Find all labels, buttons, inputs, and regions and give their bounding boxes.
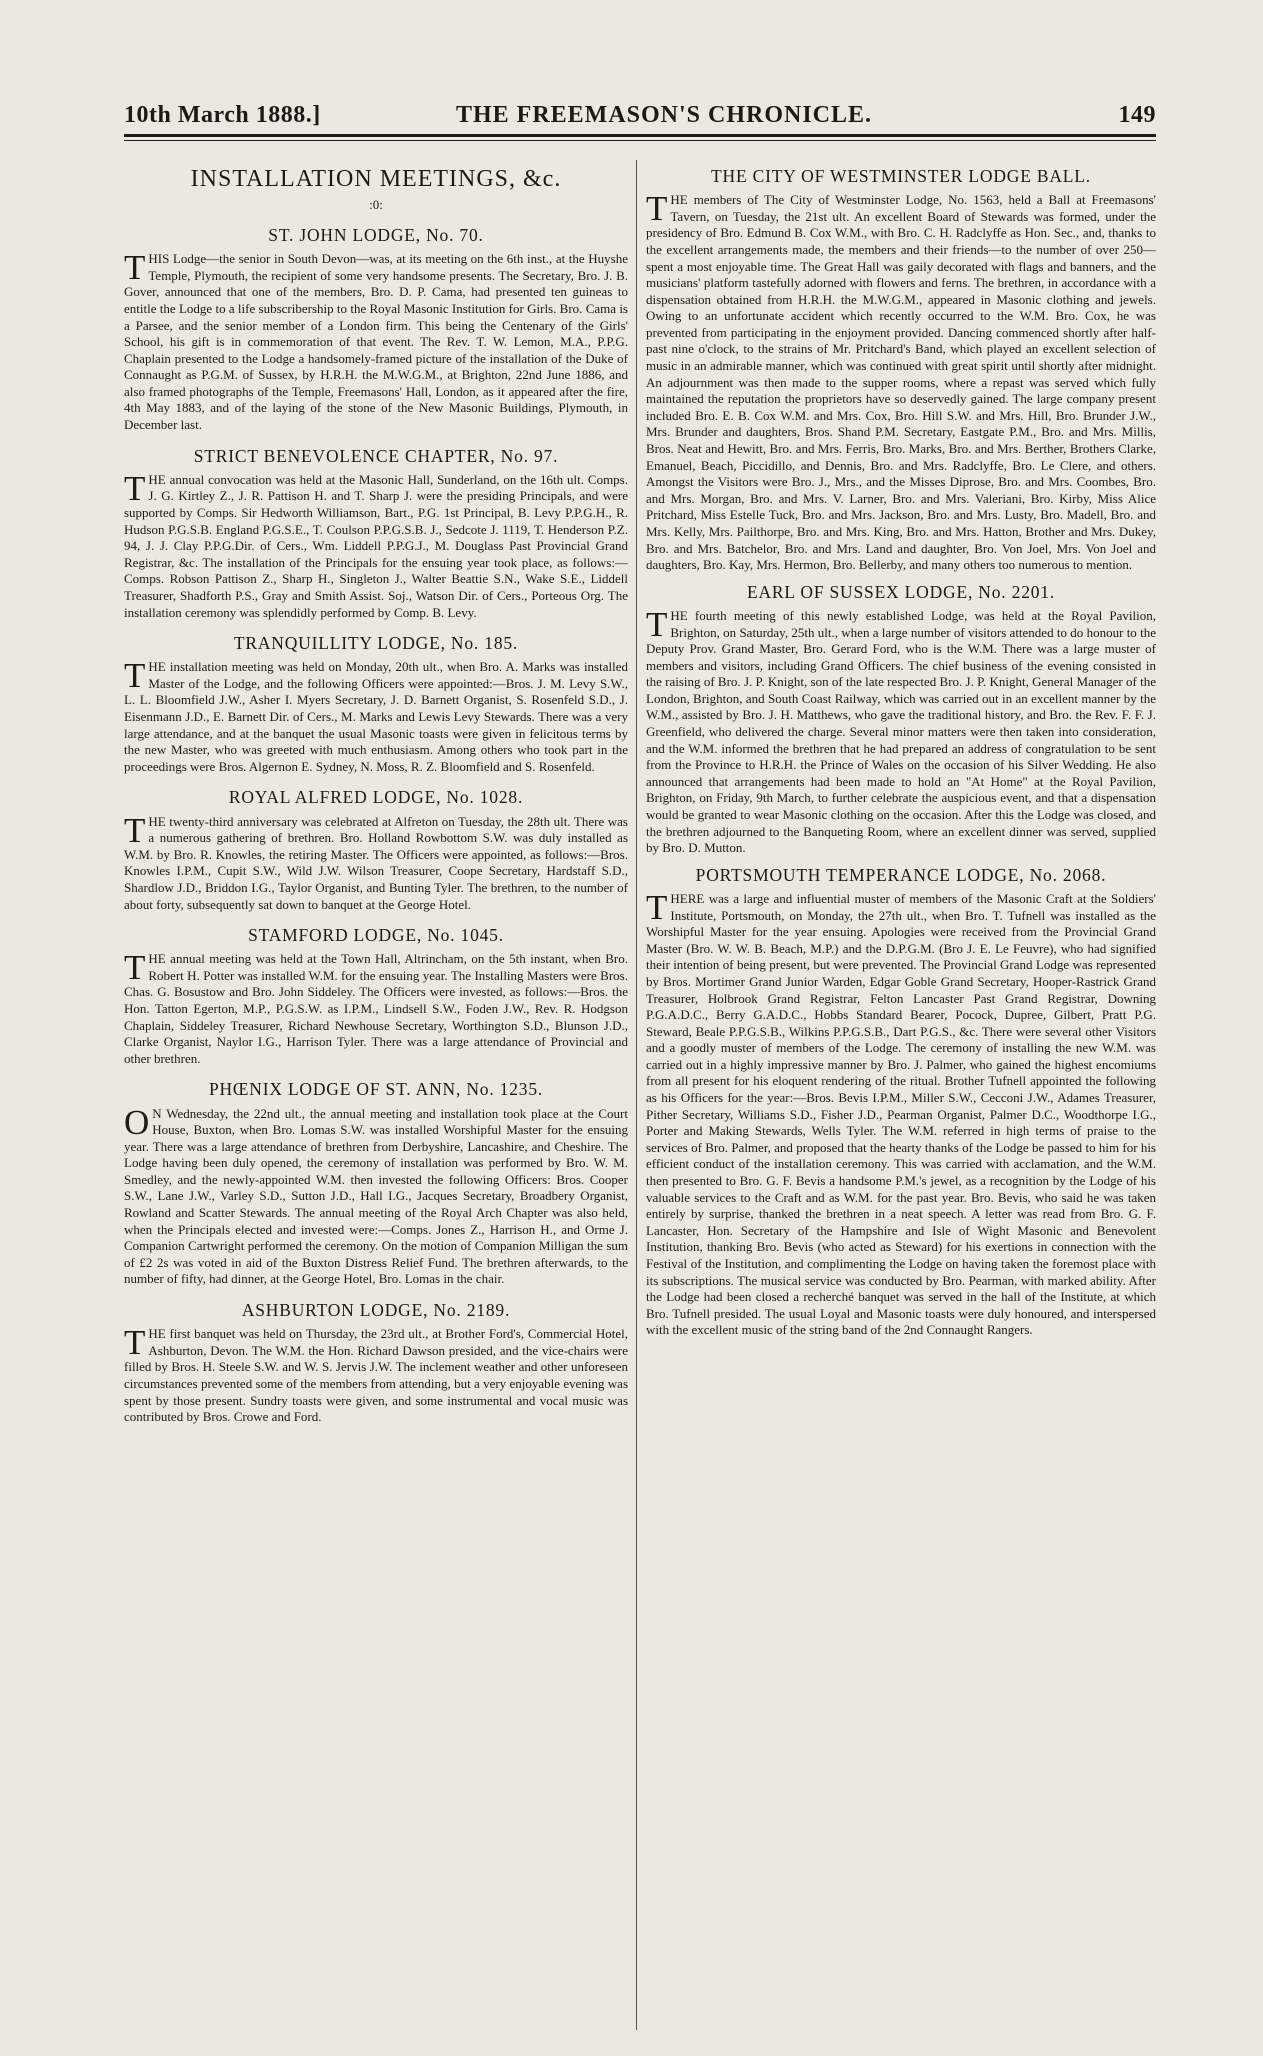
publication-title: THE FREEMASON'S CHRONICLE. xyxy=(455,102,873,128)
left-column xyxy=(124,158,628,2038)
article-body: THE fourth meeting of this newly established Lodge, was held at the Royal Pavilion, Brighton, on Saturday, 25th ult., when a large number of visitors attended to do honour to the Deputy Prov. Grand Master, Bro. Gerard Ford, who is the W.M. There was a large muster of members and visitors, including Grand Officers. The chief business of the evening consisted in the raising of Bro. J. P. Knight, son of the late respected Bro. J. P. Knight, General Manager of the London, Brighton, and South Coast Railway, which was carried out in an excellent manner by the W.M., assisted by Bro. J. H. Matthews, who gave the traditional history, and Bro. the Rev. F. F. J. Greenfield, who delivered the charge. Several minor matters were then taken into consideration, and the W.M. informed the brethren that he had prepared an address of congratulation to be sent from the Province to H.R.H. the Prince of Wales on the occasion of his Silver Wedding. He also announced that arrangements had been made to hold an "At Home" at the Royal Pavilion, Brighton, on Friday, 9th March, to further celebrate the auspicious event, and that a dispensation would be granted to wear Masonic clothing on the occasion. After this the Lodge was closed, and the brethren adjourned to the Banqueting Room, where an excellent dinner was served, supplied by Bro. D. Mutton. xyxy=(646,604,1156,856)
article-st-john-lodge xyxy=(124,225,628,434)
article-body: THE annual convocation was held at the Masonic Hall, Sunderland, on the 16th ult. Comps. J. G. Kirtley Z., J. R. Pattison H. and T. Sharp J. were the presiding Principals, and were supported by Comps. Sir Hedworth Williamson, Bart., P.G. 1st Principal, B. Levy P.P.G.H., R. Hudson P.G.S.B. England P.G.S.E., T. Coulson P.P.G.S.B. J., Sedcote J. 1119, T. Henderson P.Z. 94, J. J. Clay P.P.G.Dir. of Cers., Wm. Liddell P.P.G.J., M. Douglass Past Provincial Grand Registrar, &c. The installation of the Principals for the ensuing year took place, as follows:—Comps. Robson Pattison Z., Sharp H., Singleton J., Walter Beattie S.N., Wake S.E., Liddell Treasurer, Shadforth P.S., Gray and Smith Assist. Soj., Watson Dir. of Cers., Porteous Org. The installation ceremony was splendidly performed by Comp. B. Levy. xyxy=(124,468,628,620)
article-heading: TRANQUILLITY LODGE, No. 185. xyxy=(233,633,519,654)
article-body: THIS Lodge—the senior in South Devon—was, at its meeting on the 6th inst., at the Huyshe Temple, Plymouth, the recipient of some very handsome presents. The Secretary, Bro. J. B. Gover, announced that one of the members, Bro. D. P. Cama, had presented ten guineas to entitle the Lodge to a life subscribership to the Royal Masonic Institution for Girls. Bro. Cama is a Parsee, and the senior member of a London firm. This being the Centenary of the Girls' School, his gift is in commemoration of that event. The Rev. T. W. Lemon, M.A., P.P.G. Chaplain presented to the Lodge a handsomely-framed picture of the installation of the Duke of Connaught as P.G.M. of Sussex, by H.R.H. the M.W.G.M., at Brighton, 22nd June 1886, and also framed photographs of the Temple, Freemasons' Hall, London, as it appeared after the fire, 4th May 1883, and of the laying of the stone of the New Masonic Buildings, Plymouth, in December last. xyxy=(124,248,628,433)
masthead-rule-thick xyxy=(124,134,1156,137)
column-divider xyxy=(636,160,637,2030)
article-tranquillity-lodge xyxy=(124,633,628,775)
article-heading: STRICT BENEVOLENCE CHAPTER, No. 97. xyxy=(193,445,559,466)
article-phoenix-lodge-of-st-ann xyxy=(124,1079,628,1288)
article-heading: ASHBURTON LODGE, No. 2189. xyxy=(241,1300,511,1321)
article-heading: STAMFORD LODGE, No. 1045. xyxy=(248,925,504,946)
article-body: THE members of The City of Westminster Lodge, No. 1563, held a Ball at Freemasons' Tavern, on Tuesday, the 21st ult. An excellent Board of Stewards was formed, under the presidency of Bro. Edmund B. Cox W.M., with Bro. C. H. Radclyffe as Hon. Sec., and, thanks to the excellent arrangements made, the members and their friends—to the number of over 250—spent a most enjoyable time. The Great Hall was gaily decorated with flags and banners, and the musicians' platform tastefully adorned with flowers and ferns. The brethren, in accordance with a dispensation obtained from H.R.H. the M.W.G.M., appeared in Masonic clothing and jewels. Owing to an unfortunate accident which recently occurred to the W.M. Bro. Cox, he was prevented from participating in the enjoyment provided. Dancing commenced shortly after half-past nine o'clock, to the strains of Mr. Pritchard's Band, which played an excellent selection of music in an admirable manner, which was continued with great spirit until shortly after midnight. An adjournment was then made to the supper rooms, where a repast was served which fully maintained the reputation the proprietors have so deservedly gained. The large company present included Bro. E. B. Cox W.M. and Mrs. Cox, Bro. Hill S.W. and Mrs. Hill, Bro. Brunder J.W., Mrs. Brunder and daughters, Bros. Shand P.M. Secretary, Eastgate P.M., Bro. and Mrs. Millis, Bros. Neat and Hewitt, Bro. and Mrs. Ferris, Bro. Marks, Bro. and Mrs. Berther, Brothers Clarke, Emanuel, Beach, Piccidillo, and Dennis, Bro. and Mrs. Radclyffe, Bro. Le Clere, and others. Amongst the Visitors were Bro. J., Mrs., and the Misses Diprose, Bro. and Mrs. Coombes, Bro. and Mrs. Morgan, Bro. and Mrs. V. Larner, Bro. and Mrs. Valeriani, Bro. Kirby, Miss Alice Pritchard, Miss Estelle Tuck, Bro. and Mrs. Jackson, Bro. and Mrs. Lusty, Bro. Madell, Bro. and Mrs. Kelly, Mrs. Pailthorpe, Bro. and Mrs. King, Bro. and Mrs. Hatton, Brother and Mrs. Dukey, Bro. and Mrs. Batchelor, Bro. and Mrs. Land and daughter, Bro. Von Joel, Mrs. Von Joel and daughters, Bro. Kay, Mrs. Hermon, Bro. Bellerby, and many others too numerous to mention. xyxy=(646,189,1156,573)
article-heading: PHŒNIX LODGE OF ST. ANN, No. 1235. xyxy=(208,1079,544,1100)
article-body: ON Wednesday, the 22nd ult., the annual meeting and installation took place at the Court House, Buxton, when Bro. Lomas S.W. was installed Worshipful Master for the ensuing year. There was a large attendance of brethren from Derbyshire, Lancashire, and Cheshire. The Lodge having been duly opened, the ceremony of installation was performed by Bro. W. M. Smedley, and the newly-appointed W.M. then invested the following Officers: Bros. Cooper S.W., Lane J.W., Varley S.D., Sutton J.D., Hall I.G., Jacques Secretary, Broadbery Organist, Rowland and Scatter Stewards. The annual meeting of the Royal Arch Chapter was also held, when the Principals elected and invested were:—Comps. Jones Z., Harrison H., and Orme J. Companion Cartwright performed the ceremony. On the motion of Companion Milligan the sum of £2 2s was voted in aid of the Buxton Distress Relief Fund. The brethren afterwards, to the number of fifty, had dinner, at the George Hotel, Bro. Lomas in the chair. xyxy=(124,1102,628,1287)
article-body: THE annual meeting was held at the Town Hall, Altrincham, on the 5th instant, when Bro. Robert H. Potter was installed W.M. for the ensuing year. The Installing Masters were Bros. Chas. G. Bosustow and Bro. John Siddeley. The Officers were invested, as follows:—Bros. the Hon. Tatton Egerton, M.P., P.G.S.W. as I.P.M., Lindsell S.W., Foden J.W., Rev. R. Hodgson Chaplain, Siddeley Treasurer, Richard Newhouse Secretary, Worthington S.D., Blunson J.D., Clarke Organist, Naylor I.G., Harrison Tyler. There was a large attendance of Provincial and other brethren. xyxy=(124,948,628,1066)
masthead-rule-thin xyxy=(124,140,1156,141)
article-city-of-westminster-lodge-ball xyxy=(646,166,1156,574)
issue-date: 10th March 1888.] xyxy=(124,102,321,128)
article-heading: EARL OF SUSSEX LODGE, No. 2201. xyxy=(746,581,1056,602)
right-column xyxy=(646,158,1156,2038)
article-stamford-lodge xyxy=(124,925,628,1067)
article-heading: PORTSMOUTH TEMPERANCE LODGE, No. 2068. xyxy=(695,864,1107,885)
article-royal-alfred-lodge xyxy=(124,787,628,913)
heading-ornament: :0: xyxy=(369,197,383,212)
article-body: THERE was a large and influential muster of members of the Masonic Craft at the Soldiers' Institute, Portsmouth, on Monday, the 27th ult., when Bro. T. Tufnell was installed as the Worshipful Master for the year ensuing. Apologies were received from the Provincial Grand Master (Bro. W. W. B. Beach, M.P.) and the D.P.G.M. (Bro J. E. Le Feuvre), who had signified their intention of being present, but were prevented. The Provincial Grand Lodge was represented by Bros. Mortimer Grand Junior Warden, Edgar Goble Grand Secretary, Hooper-Rastrick Grand Treasurer, Holbrook Grand Registrar, Felton Lancaster Past Grand Registrar, Downing P.G.A.D.C., Berry G.A.D.C., Hobbs Standard Bearer, Pocock, Dupree, Gilbert, Pratt P.G. Steward, Beale P.P.G.S.B., Wilkins P.P.G.S.B., Dart P.G.S., &c. There were several other Visitors and a goodly muster of members of the Lodge. The ceremony of installing the new W.M. was carried out in a highly impressive manner by Bro. J. Palmer, who gained the highest encomiums from all present for his eloquent rendering of the ritual. Brother Tufnell appointed the following as his Officers for the year:—Bros. Bevis I.P.M., Miller S.W., Cecconi J.W., Adames Treasurer, Pither Secretary, Williams S.D., Fisher J.D., Pearman Organist, Palmer D.C., Woodthorpe I.G., Porter and Making Stewards, Wells Tyler. The W.M. referred in high terms of praise to the services of Bro. Palmer, and proposed that the hearty thanks of the Lodge be passed to him for his efficient conduct of the installation ceremony. This was carried with acclamation, and the W.M. then presented to Bro. G. F. Bevis a handsome P.M.'s jewel, as a recognition by the Lodge of his valuable services to the Craft and as W.M. for the past year. Bro. Bevis, who said he was taken entirely by surprise, thanked the brethren in a neat speech. A letter was read from Bro. G. F. Lancaster, Hon. Secretary of the Hampshire and Isle of Wight Masonic and Benevolent Institution, thanking Bro. Bevis (who acted as Steward) for his exertions in connection with the Festival of the Institution, and complimenting the Lodge on having taken the foremost place with its subscriptions. The musical service was conducted by Bro. Pearman, with marked ability. After the Lodge had been closed a recherché banquet was served in the hall of the Institute, at which Bro. Tufnell presided. The usual Loyal and Masonic toasts were duly honoured, and interspersed with the excellent music of the string band of the 2nd Connaught Rangers. xyxy=(646,887,1156,1338)
masthead xyxy=(124,102,1156,132)
article-heading: THE CITY OF WESTMINSTER LODGE BALL. xyxy=(711,166,1091,186)
section-heading: INSTALLATION MEETINGS, &c. xyxy=(190,166,562,192)
article-body: THE first banquet was held on Thursday, the 23rd ult., at Brother Ford's, Commercial Hotel, Ashburton, Devon. The W.M. the Hon. Richard Dawson presided, and the vice-chairs were filled by Bros. H. Steele S.W. and W. S. Jervis J.W. The inclement weather and other unforeseen circumstances prevented some of the members from attending, but a very enjoyable evening was spent by those present. Sundry toasts were given, and some instrumental and vocal music was contributed by Bros. Crowe and Ford. xyxy=(124,1323,628,1425)
page-number: 149 xyxy=(1118,102,1156,128)
article-heading: ROYAL ALFRED LODGE, No. 1028. xyxy=(228,787,524,808)
article-body: THE twenty-third anniversary was celebrated at Alfreton on Tuesday, the 28th ult. There was a numerous gathering of brethren. Bro. Holland Rowbottom S.W. was duly installed as W.M. by Bro. R. Knowles, the retiring Master. The Officers were appointed, as follows:—Bros. Knowles I.P.M., Cupit S.W., Wild J.W. Wilson Treasurer, Coope Secretary, Hardstaff S.D., Shardlow J.D., Briddon I.G., Taylor Organist, and Bunting Tyler. The brethren, to the number of about forty, subsequently sat down to banquet at the George Hotel. xyxy=(124,810,628,912)
article-portsmouth-temperance-lodge xyxy=(646,865,1156,1339)
article-strict-benevolence-chapter xyxy=(124,446,628,621)
article-heading: ST. JOHN LODGE, No. 70. xyxy=(268,225,484,245)
article-ashburton-lodge xyxy=(124,1300,628,1426)
article-earl-of-sussex-lodge xyxy=(646,582,1156,857)
article-body: THE installation meeting was held on Monday, 20th ult., when Bro. A. Marks was installed Master of the Lodge, and the following Officers were appointed:—Bros. J. M. Levy S.W., L. L. Bloomfield J.W., Asher I. Myers Secretary, J. D. Barnett Organist, S. Rosenfeld S.D., J. Eisenmann J.D., E. Barnett Dir. of Cers., M. Marks and Lewis Levy Stewards. There was a very large attendance, and at the banquet the usual Masonic toasts were given in felicitous terms by the new Master, who was greeted with much enthusiasm. Among others who took part in the proceedings were Bros. Algernon E. Sydney, N. Moss, R. Z. Bloomfield and S. Rosenfeld. xyxy=(124,656,628,774)
